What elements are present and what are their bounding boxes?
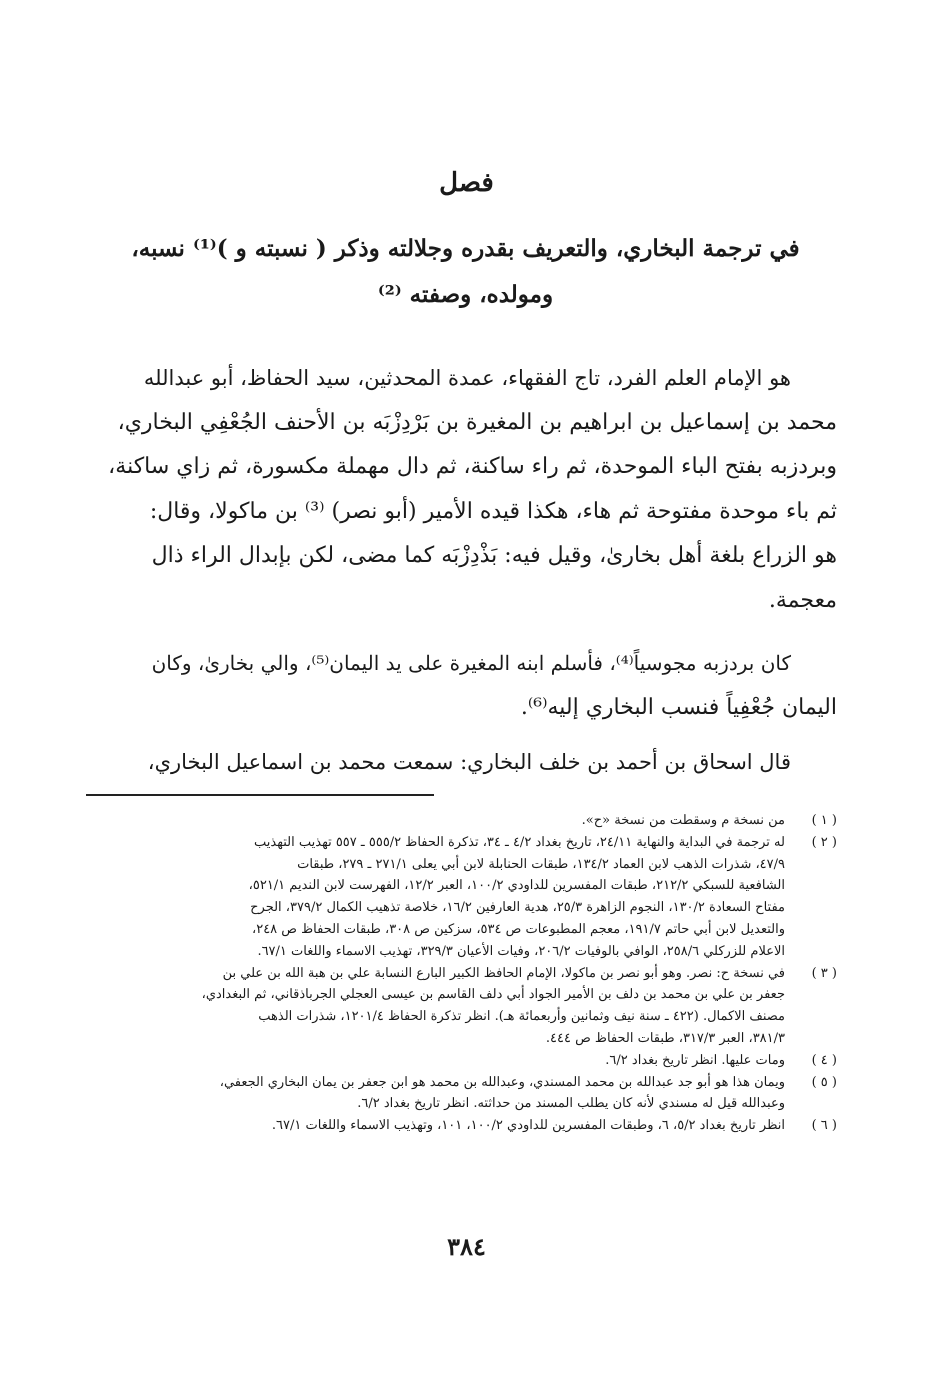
chapter-heading: فصل (439, 168, 494, 198)
footnote-number: ( ١ ) (811, 813, 837, 828)
footnote-line: انظر تاريخ بغداد ٥/٢، ٦، وطبقات المفسرين للداودي ١٠٠/٢، ١٠١، وتهذيب الاسماء واللغات ٦٧/١. (271, 1118, 785, 1134)
footnote-line: مفتاح السعادة ١٣٠/٢، النجوم الزاهرة ٢٥/٣، هدية العارفين ١٦/٢، خلاصة تذهيب الكمال ٣٧٩/٢، الجرح (250, 900, 785, 916)
paragraph (92, 641, 837, 730)
footnote-line: الاعلام للزركلي ٢٥٨/٦، الوافي بالوفيات ٢٠٦/٢، وفيات الأعيان ٣٢٩/٣، تهذيب الاسماء واللغات ٦٧/١. (257, 943, 785, 959)
footnote-line: له ترجمة في البداية والنهاية ٢٤/١١، تاريخ بغداد ٤/٢ ـ ٣٤، تذكرة الحفاظ ٥٥٥/٢ ـ ٥٥٧ تهذيب التهذيب (254, 834, 785, 850)
text-line: معجمة. (768, 587, 837, 613)
footnote-line: ومات عليها. انظر تاريخ بغداد ٦/٢. (605, 1052, 785, 1068)
paragraph (92, 740, 837, 785)
footnote-line: والتعديل لابن أبي حاتم ١٩١/٧، معجم المطبوعات ص ٥٣٤، سزكين ص ٣٠٨، طبقات الحفاظ ص ٢٤٨، (252, 921, 785, 937)
footnote-line: وعبدالله قيل له مسندي لأنه كان يطلب المسند من حداثته. انظر تاريخ بغداد ٦/٢. (357, 1096, 785, 1112)
footnote-line: ويمان هذا هو أبو جد عبدالله بن محمد المسندي، وعبدالله بن محمد هو ابن جعفر بن يمان البخاري الجعفي، (219, 1074, 785, 1090)
main-text (92, 356, 837, 785)
footnote-number: ( ٢ ) (811, 834, 837, 850)
page-number: ٣٨٤ (447, 1232, 486, 1261)
text-line: هو الإمام العلم الفرد، تاج الفقهاء، عمدة المحدثين، سيد الحفاظ، أبو عبدالله (143, 366, 791, 390)
footnotes (86, 810, 837, 1137)
text-line: قال اسحاق بن أحمد بن خلف البخاري: سمعت محمد بن اسماعيل البخاري، (147, 750, 791, 774)
footnote-number: ( ٤ ) (811, 1052, 837, 1068)
footnote-line: في نسخة ح: نصر. وهو أبو نصر بن ماكولا، الإمام الحافظ الكبير البارع النسابة علي بن هبة الله بن علي بن (222, 965, 785, 981)
footnote-number: ( ٥ ) (811, 1074, 837, 1090)
footnote-line: ٣٨١/٣، العبر ٣١٧/٣، طبقات الحفاظ ص ٤٤٤. (545, 1030, 785, 1046)
subheading-line: ومولده، وصفته ⁽²⁾ (377, 281, 554, 308)
footnote (86, 963, 837, 1050)
footnote-number: ( ٣ ) (811, 965, 837, 981)
footnote (86, 1072, 837, 1116)
text-line: ثم باء موحدة مفتوحة ثم هاء، هكذا قيده الأمير (أبو نصر) ⁽³⁾ بن ماكولا، وقال: (149, 498, 837, 524)
text-line: محمد بن إسماعيل بن ابراهيم بن المغيرة بن بَرْدِزْبَه بن الأحنف الجُعْفِي البخاري، (117, 409, 837, 435)
footnote-number: ( ٦ ) (811, 1118, 837, 1134)
footnote-line: من نسخة م وسقطت من نسخة «ح». (581, 813, 785, 828)
footnote (86, 1050, 837, 1072)
footnote-divider (86, 794, 434, 796)
footnote-line: جعفر بن علي بن محمد بن دلف بن الأمير الجواد أبي دلف القاسم بن عيسى العجلي الجرباذقاني، ثم البغدادي، (201, 987, 785, 1003)
text-line: اليمان جُعْفِياً فنسب البخاري إليه⁽⁶⁾. (520, 694, 837, 720)
text-line: هو الزراع بلغة أهل بخارىٰ، وقيل فيه: بَذْدِزْبَه كما مضى، لكن بإبدال الراء ذال (151, 543, 837, 568)
footnote-line: الشافعية للسبكي ٢١٢/٢، طبقات المفسرين للداودي ١٠٠/٢، العبر ١٢/٢، الفهرست لابن النديم ٥٢١/١، (248, 878, 785, 894)
text-line: وبردزبه بفتح الباء الموحدة، ثم راء ساكنة، ثم دال مهملة مكسورة، ثم زاي ساكنة، (108, 454, 837, 479)
footnote-line: مصنف الاكمال. (٤٢٢ ـ سنة نيف وثمانين وأربعمائة هـ). انظر تذكرة الحفاظ ١٢٠١/٤، شذرات الذهب (258, 1009, 785, 1025)
text-line: كان بردزبه مجوسياً⁽⁴⁾، فأسلم ابنه المغيرة على يد اليمان⁽⁵⁾، والي بخارىٰ، وكان (151, 651, 791, 675)
footnote (86, 1115, 837, 1137)
footnote (86, 832, 837, 963)
footnote (86, 810, 837, 832)
paragraph (92, 356, 837, 623)
subheading-line: في ترجمة البخاري، والتعريف بقدره وجلالته وذكر ( نسبته و )⁽¹⁾ نسبه، (131, 235, 800, 262)
chapter-subheading (90, 226, 841, 318)
footnote-line: ٤٧/٩، شذرات الذهب لابن العماد ١٣٤/٢، طبقات الحنابلة لابن أبي يعلى ٢٧١/١ ـ ٢٧٩، طبقات (297, 856, 785, 872)
